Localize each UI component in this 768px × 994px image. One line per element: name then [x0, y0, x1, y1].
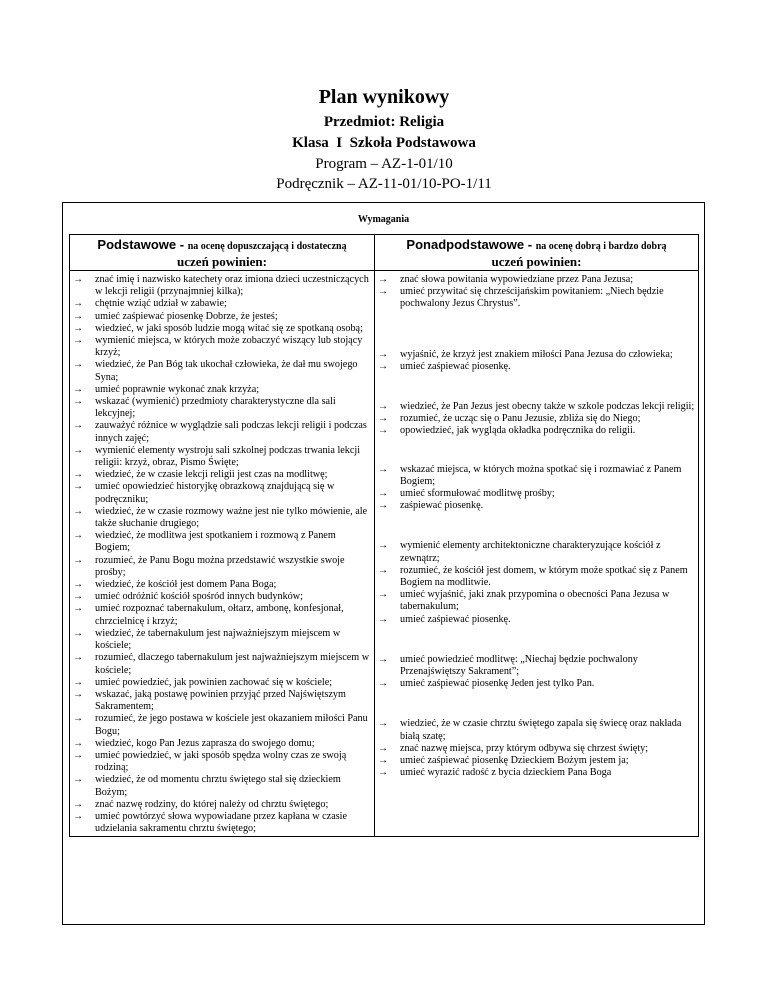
- advanced-requirement-item: → wymienić elementy architektoniczne charakteryzujące kościół z zewnątrz;: [378, 540, 695, 564]
- advanced-requirement-item: → rozumieć, że ucząc się o Panu Jezusie, zbliża się do Niego;: [378, 413, 695, 425]
- advanced-requirement-item: → umieć powiedzieć modlitwę: „Niechaj będzie pochwalony Przenajświętszy Sakrament”;: [378, 654, 695, 678]
- class-heading: Klasa I Szkoła Podstawowa: [292, 135, 476, 151]
- advanced-note: na ocenę dobrą i bardzo dobrą: [535, 241, 667, 252]
- advanced-requirement-item: → umieć sformułować modlitwę prośby;: [378, 488, 695, 500]
- advanced-requirement-group: [378, 464, 695, 513]
- advanced-requirement-group: [378, 349, 695, 373]
- basic-requirement-item: → wskazać (wymienić) przedmioty charakterystyczne dla sali lekcyjnej;: [73, 396, 371, 420]
- basic-requirement-item: → wskazać, jaką postawę powinien przyjąć przed Najświętszym Sakramentem;: [73, 689, 371, 713]
- basic-requirement-item: → znać imię i nazwisko katechety oraz imiona dzieci uczestniczących w lekcji religii (przynajmniej kilka);: [73, 274, 371, 298]
- basic-requirement-item: → chętnie wziąć udział w zabawie;: [73, 298, 371, 310]
- advanced-requirement-item: → znać słowa powitania wypowiedziane przez Pana Jezusa;: [378, 274, 695, 286]
- requirements-frame: [62, 202, 705, 925]
- advanced-requirements-cell: [375, 271, 699, 837]
- basic-requirement-item: → wiedzieć, kogo Pan Jezus zaprasza do swojego domu;: [73, 738, 371, 750]
- basic-title: Podstawowe -: [97, 237, 188, 252]
- advanced-requirement-item: → wskazać miejsca, w których można spotkać się i rozmawiać z Panem Bogiem;: [378, 464, 695, 488]
- basic-requirement-item: → rozumieć, dlaczego tabernakulum jest najważniejszym miejscem w kościele;: [73, 652, 371, 676]
- advanced-requirement-item: → umieć wyjaśnić, jaki znak przypomina o obecności Pana Jezusa w tabernakulum;: [378, 589, 695, 613]
- basic-requirement-item: → wymienić elementy wystroju sali szkolnej podczas trwania lekcji religii: krzyż, obraz, Pismo Święte;: [73, 445, 371, 469]
- basic-requirement-item: → wymienić miejsca, w których może zobaczyć wiszący lub stojący krzyż;: [73, 335, 371, 359]
- basic-requirement-item: → umieć poprawnie wykonać znak krzyża;: [73, 384, 371, 396]
- basic-requirement-item: → umieć odróżnić kościół spośród innych budynków;: [73, 591, 371, 603]
- basic-requirement-item: → wiedzieć, że w czasie lekcji religii jest czas na modlitwę;: [73, 469, 371, 481]
- program-line: Program – AZ-1-01/10: [315, 156, 453, 172]
- basic-requirement-item: → rozumieć, że jego postawa w kościele jest okazaniem miłości Panu Bogu;: [73, 713, 371, 737]
- basic-requirement-item: → umieć zaśpiewać piosenkę Dobrze, że jesteś;: [73, 311, 371, 323]
- textbook-line: Podręcznik – AZ-11-01/10-PO-1/11: [276, 176, 492, 192]
- basic-requirement-item: → wiedzieć, w jaki sposób ludzie mogą witać się ze spotkaną osobą;: [73, 323, 371, 335]
- advanced-requirement-item: → umieć przywitać się chrześcijańskim powitaniem: „Niech będzie pochwalony Jezus Chrystus”.: [378, 286, 695, 310]
- basic-requirement-item: → umieć opowiedzieć historyjkę obrazkową znajdującą się w podręczniku;: [73, 481, 371, 505]
- advanced-requirements-groups: [378, 274, 695, 779]
- basic-requirement-item: → wiedzieć, że Pan Bóg tak ukochał człowieka, że dał mu swojego Syna;: [73, 359, 371, 383]
- basic-requirement-item: → umieć powtórzyć słowa wypowiadane przez kapłana w czasie udzielania sakramentu chrztu świętego;: [73, 811, 371, 835]
- basic-requirement-item: → wiedzieć, że modlitwa jest spotkaniem i rozmową z Panem Bogiem;: [73, 530, 371, 554]
- advanced-requirement-item: → znać nazwę miejsca, przy którym odbywa się chrzest święty;: [378, 743, 695, 755]
- requirements-table: [69, 234, 699, 837]
- advanced-requirement-group: [378, 274, 695, 311]
- basic-requirement-item: → rozumieć, że Panu Bogu można przedstawić wszystkie swoje prośby;: [73, 555, 371, 579]
- advanced-requirement-item: → opowiedzieć, jak wygląda okładka podręcznika do religii.: [378, 425, 695, 437]
- advanced-requirement-item: → umieć zaśpiewać piosenkę.: [378, 614, 695, 626]
- advanced-requirement-group: [378, 654, 695, 691]
- advanced-column-header: [375, 235, 699, 271]
- basic-requirement-item: → umieć rozpoznać tabernakulum, ołtarz, ambonę, konfesjonał, chrzcielnicę i krzyż;: [73, 603, 371, 627]
- basic-requirement-item: → zauważyć różnice w wyglądzie sali podczas lekcji religii i podczas innych zajęć;: [73, 420, 371, 444]
- advanced-requirement-item: → umieć zaśpiewać piosenkę.: [378, 361, 695, 373]
- basic-requirement-item: → wiedzieć, że w czasie rozmowy ważne jest nie tylko mówienie, ale także słuchanie drugiego;: [73, 506, 371, 530]
- basic-requirement-item: → wiedzieć, że tabernakulum jest najważniejszym miejscem w kościele;: [73, 628, 371, 652]
- basic-subtitle: uczeń powinien:: [177, 254, 267, 269]
- basic-note: na ocenę dopuszczającą i dostateczną: [187, 241, 347, 252]
- basic-column-header: [70, 235, 375, 271]
- advanced-requirement-item: → umieć wyrazić radość z bycia dzieckiem Pana Boga: [378, 767, 695, 779]
- requirements-label: Wymagania: [357, 214, 410, 225]
- page-title: Plan wynikowy: [318, 86, 450, 108]
- advanced-requirement-item: → wiedzieć, że Pan Jezus jest obecny także w szkole podczas lekcji religii;: [378, 401, 695, 413]
- advanced-requirement-item: → umieć zaśpiewać piosenkę Dzieckiem Bożym jestem ja;: [378, 755, 695, 767]
- advanced-subtitle: uczeń powinien:: [491, 254, 582, 269]
- basic-requirements-list: [73, 274, 371, 835]
- advanced-requirement-item: → wyjaśnić, że krzyż jest znakiem miłości Pana Jezusa do człowieka;: [378, 349, 695, 361]
- advanced-requirement-group: [378, 401, 695, 438]
- advanced-requirement-item: → wiedzieć, że w czasie chrztu świętego zapala się świecę oraz nakłada białą szatę;: [378, 718, 695, 742]
- advanced-title: Ponadpodstawowe -: [406, 237, 536, 252]
- advanced-requirement-item: → umieć zaśpiewać piosenkę Jeden jest tylko Pan.: [378, 678, 695, 690]
- basic-requirement-item: → umieć powiedzieć, jak powinien zachować się w kościele;: [73, 677, 371, 689]
- basic-requirement-item: → umieć powiedzieć, w jaki sposób spędza wolny czas ze swoją rodziną;: [73, 750, 371, 774]
- basic-requirement-item: → znać nazwę rodziny, do której należy od chrztu świętego;: [73, 799, 371, 811]
- advanced-requirement-group: [378, 540, 695, 625]
- table-body-row: [70, 271, 699, 837]
- basic-requirements-cell: [70, 271, 375, 837]
- basic-requirement-item: → wiedzieć, że kościół jest domem Pana Boga;: [73, 579, 371, 591]
- basic-requirement-item: → wiedzieć, że od momentu chrztu świętego stał się dzieckiem Bożym;: [73, 774, 371, 798]
- advanced-requirement-group: [378, 718, 695, 779]
- advanced-requirement-item: → rozumieć, że kościół jest domem, w którym może spotkać się z Panem Bogiem na modlitwie.: [378, 565, 695, 589]
- subject-heading: Przedmiot: Religia: [323, 114, 445, 130]
- advanced-requirement-item: → zaśpiewać piosenkę.: [378, 500, 695, 512]
- table-header-row: [70, 235, 699, 271]
